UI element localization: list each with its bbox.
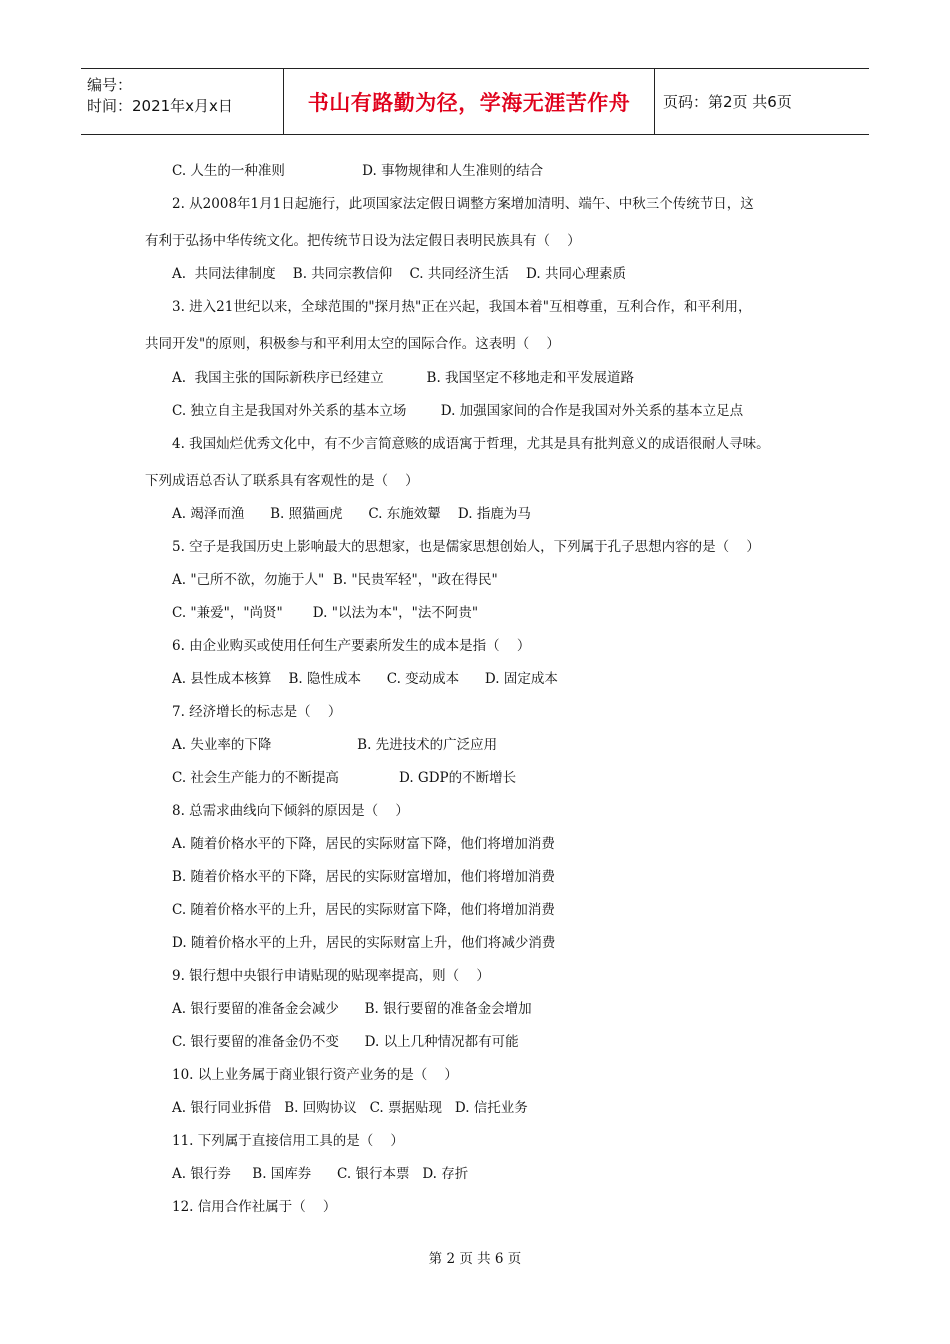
page-footer: 第 2 页 共 6 页 xyxy=(428,1251,522,1267)
text-line: 下列成语总否认了联系具有客观性的是（ ） xyxy=(145,473,419,489)
text-line: 8. 总需求曲线向下倾斜的原因是（ ） xyxy=(172,803,409,819)
header-page-cell xyxy=(655,69,869,134)
text-line: 11. 下列属于直接信用工具的是（ ） xyxy=(172,1133,404,1149)
text-line: A. 银行要留的准备金会减少 B. 银行要留的准备金会增加 xyxy=(172,1001,532,1017)
text-line: C. 银行要留的准备金仍不变 D. 以上几种情况都有可能 xyxy=(172,1034,519,1050)
header-meta xyxy=(81,69,283,134)
text-line: 共同开发"的原则，积极参与和平利用太空的国际合作。这表明（ ） xyxy=(145,336,560,352)
text-line: C. 社会生产能力的不断提高 D. GDP的不断增长 xyxy=(172,770,517,786)
text-line: A. 银行券 B. 国库券 C. 银行本票 D. 存折 xyxy=(172,1166,469,1182)
text-line: D. 随着价格水平的上升，居民的实际财富上升，他们将减少消费 xyxy=(172,935,556,951)
text-line: A. 银行同业拆借 B. 回购协议 C. 票据贴现 D. 信托业务 xyxy=(172,1100,528,1116)
text-line: 10. 以上业务属于商业银行资产业务的是（ ） xyxy=(172,1067,458,1083)
text-line: 4. 我国灿烂优秀文化中，有不少言简意赅的成语寓于哲理，尤其是具有批判意义的成语很耐人寻味。 xyxy=(172,436,770,452)
text-line: A. 县性成本核算 B. 隐性成本 C. 变动成本 D. 固定成本 xyxy=(172,671,558,687)
text-line: C. 人生的一种准则 D. 事物规律和人生准则的结合 xyxy=(172,163,544,179)
page-header xyxy=(81,68,869,135)
text-line: A. 共同法律制度 B. 共同宗教信仰 C. 共同经济生活 D. 共同心理素质 xyxy=(172,266,626,282)
text-line: A. 随着价格水平的下降，居民的实际财富下降，他们将增加消费 xyxy=(172,836,555,852)
page-label: 页码：第2页 共6页 xyxy=(663,93,792,111)
text-line: A. 竭泽而渔 B. 照猫画虎 C. 东施效颦 D. 指鹿为马 xyxy=(172,506,531,522)
header-motto-cell xyxy=(283,69,655,134)
text-line: 有利于弘扬中华传统文化。把传统节日设为法定假日表明民族具有（ ） xyxy=(145,233,581,249)
text-line: 2. 从2008年1月1日起施行，此项国家法定假日调整方案增加清明、端午、中秋三个传统节日，这 xyxy=(172,196,754,212)
text-line: B. 随着价格水平的下降，居民的实际财富增加，他们将增加消费 xyxy=(172,869,556,885)
text-line: C. 随着价格水平的上升，居民的实际财富下降，他们将增加消费 xyxy=(172,902,555,918)
motto: 书山有路勤为径，学海无涯苦作舟 xyxy=(307,90,631,115)
text-line: C. 独立自主是我国对外关系的基本立场 D. 加强国家间的合作是我国对外关系的基本立足点 xyxy=(172,403,744,419)
text-line: 5. 空子是我国历史上影响最大的思想家，也是儒家思想创始人，下列属于孔子思想内容的是（ ） xyxy=(172,539,760,555)
time-label: 时间：2021年x月x日 xyxy=(87,97,233,115)
text-line: 3. 进入21世纪以来，全球范围的"探月热"正在兴起，我国本着"互相尊重，互利合作，和平利用， xyxy=(172,299,752,315)
text-line: A. 我国主张的国际新秩序已经建立 B. 我国坚定不移地走和平发展道路 xyxy=(172,370,635,386)
serial-label: 编号： xyxy=(87,76,133,94)
text-line: 6. 由企业购买或使用任何生产要素所发生的成本是指（ ） xyxy=(172,638,531,654)
text-line: A. "己所不欲，勿施于人" B. "民贵军轻"，"政在得民" xyxy=(172,572,498,588)
text-line: C. "兼爱"，"尚贤" D. "以法为本"，"法不阿贵" xyxy=(172,605,479,621)
text-line: A. 失业率的下降 B. 先进技术的广泛应用 xyxy=(172,737,498,753)
text-line: 7. 经济增长的标志是（ ） xyxy=(172,704,342,720)
text-line: 9. 银行想中央银行申请贴现的贴现率提高，则（ ） xyxy=(172,968,490,984)
text-line: 12. 信用合作社属于（ ） xyxy=(172,1199,337,1215)
